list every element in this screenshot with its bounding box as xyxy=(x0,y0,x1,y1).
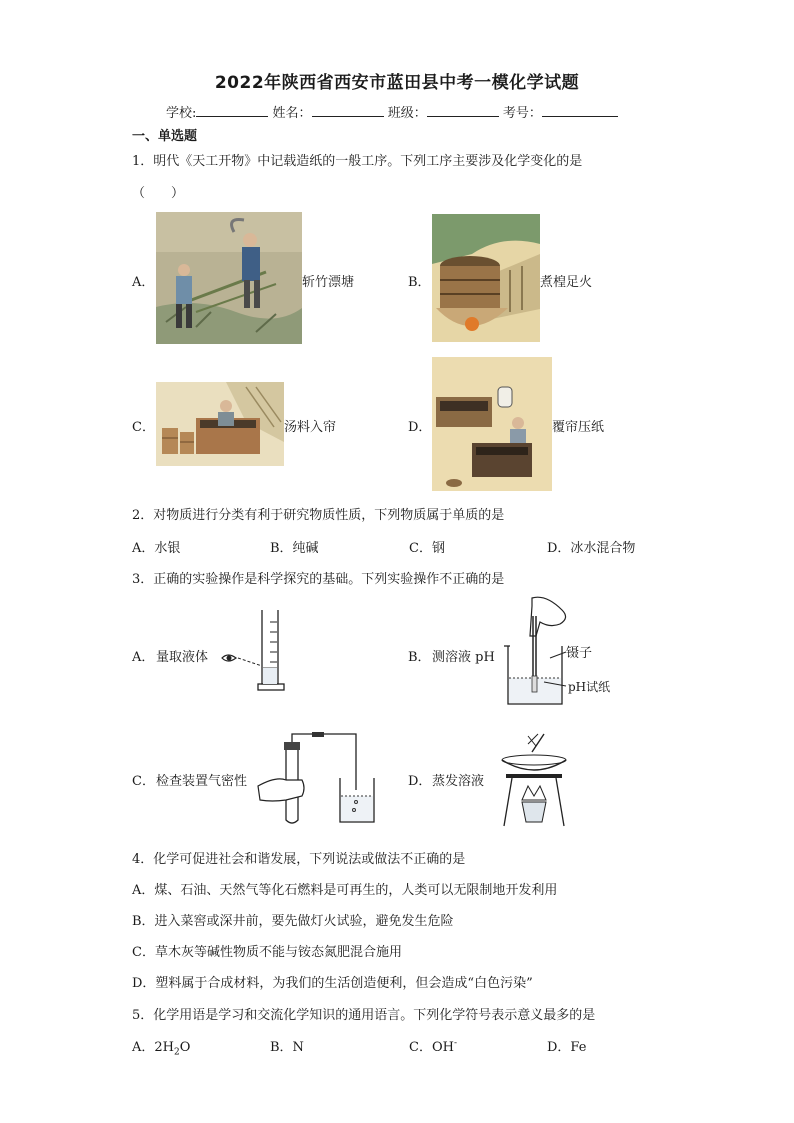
q3-option-c-letter[interactable]: C． xyxy=(132,774,155,789)
exam-no-blank[interactable] xyxy=(542,104,618,117)
q2-stem: 2．对物质进行分类有利于研究物质性质，下列物质属于单质的是 xyxy=(132,508,505,523)
q1-option-a-caption: 斩竹漂塘 xyxy=(302,275,355,290)
name-label: 姓名： xyxy=(272,106,312,121)
q2-option-d[interactable]: D．冰水混合物 xyxy=(547,541,636,556)
q2-option-c[interactable]: C．钢 xyxy=(409,541,445,556)
class-label: 班级： xyxy=(387,106,427,121)
q5-stem: 5．化学用语是学习和交流化学知识的通用语言。下列化学符号表示意义最多的是 xyxy=(132,1008,596,1023)
q1-option-a-image xyxy=(156,212,302,344)
school-blank[interactable] xyxy=(196,104,268,117)
section-heading: 一、单选题 xyxy=(132,129,198,144)
q3-stem: 3．正确的实验操作是科学探究的基础。下列实验操作不正确的是 xyxy=(132,572,505,587)
q5-option-c-text: C．OH xyxy=(409,1040,454,1055)
q4-option-b[interactable]: B．进入菜窖或深井前，要先做灯火试验，避免发生危险 xyxy=(132,914,454,929)
q2-option-b[interactable]: B．纯碱 xyxy=(270,541,319,556)
student-info-row xyxy=(166,102,618,121)
q1-option-d-image xyxy=(432,357,552,491)
q3-option-b-image xyxy=(500,596,572,708)
q3-option-b-caption: 测溶液 pH xyxy=(432,650,495,665)
q3-option-b-letter[interactable]: B． xyxy=(408,650,431,665)
q3-option-d-image xyxy=(498,730,570,828)
q5-option-a-formula-pre: 2H xyxy=(154,1040,174,1055)
q1-answer-paren: （ ） xyxy=(132,186,185,201)
q1-option-d-letter[interactable]: D． xyxy=(408,420,432,435)
q1-option-b-caption: 煮楻足火 xyxy=(540,275,593,290)
q1-stem: 1．明代《天工开物》中记载造纸的一般工序。下列工序主要涉及化学变化的是 xyxy=(132,154,583,169)
q5-option-a-letter: A． xyxy=(132,1040,155,1055)
q5-option-c-superscript: - xyxy=(453,1038,457,1049)
q1-option-b-image xyxy=(432,214,540,342)
q1-option-c-image xyxy=(156,382,284,466)
q3-option-a-caption: 量取液体 xyxy=(156,650,209,665)
q3-option-a-letter[interactable]: A． xyxy=(132,650,155,665)
q5-option-d[interactable]: D．Fe xyxy=(547,1040,587,1055)
q4-option-a[interactable]: A．煤、石油、天然气等化石燃料是可再生的，人类可以无限制地开发利用 xyxy=(132,883,558,898)
q4-option-c[interactable]: C．草木灰等碱性物质不能与铵态氮肥混合施用 xyxy=(132,945,402,960)
q4-stem: 4．化学可促进社会和谐发展，下列说法或做法不正确的是 xyxy=(132,852,466,867)
q3-tweezers-label: 镊子 xyxy=(566,646,593,661)
q5-option-b[interactable]: B．N xyxy=(270,1040,304,1055)
q5-option-a[interactable] xyxy=(132,1036,190,1058)
q5-option-c[interactable] xyxy=(409,1036,457,1055)
q3-option-c-caption: 检查装置气密性 xyxy=(156,774,248,789)
exam-no-label: 考号： xyxy=(502,106,542,121)
q1-option-a-letter[interactable]: A． xyxy=(132,275,155,290)
class-blank[interactable] xyxy=(427,104,499,117)
q3-option-a-image xyxy=(218,608,292,696)
q1-option-d-caption: 覆帘压纸 xyxy=(552,420,605,435)
q3-option-d-letter[interactable]: D． xyxy=(408,774,432,789)
q3-option-c-image xyxy=(256,730,380,826)
school-label: 学校: xyxy=(166,106,197,121)
q2-option-a[interactable]: A．水银 xyxy=(132,541,181,556)
q3-ph-paper-label: pH试纸 xyxy=(568,680,611,694)
q3-option-d-caption: 蒸发溶液 xyxy=(432,774,485,789)
name-blank[interactable] xyxy=(312,104,384,117)
q1-option-c-letter[interactable]: C． xyxy=(132,420,155,435)
q1-option-c-caption: 汤料入帘 xyxy=(284,420,337,435)
q4-option-d[interactable]: D．塑料属于合成材料，为我们的生活创造便利，但会造成“白色污染” xyxy=(132,976,533,991)
q5-option-a-subscript: 2 xyxy=(174,1047,180,1058)
q5-option-a-formula-post: O xyxy=(179,1040,191,1055)
q1-option-b-letter[interactable]: B． xyxy=(408,275,431,290)
exam-title: 2022年陕西省西安市蓝田县中考一模化学试题 xyxy=(214,73,580,93)
